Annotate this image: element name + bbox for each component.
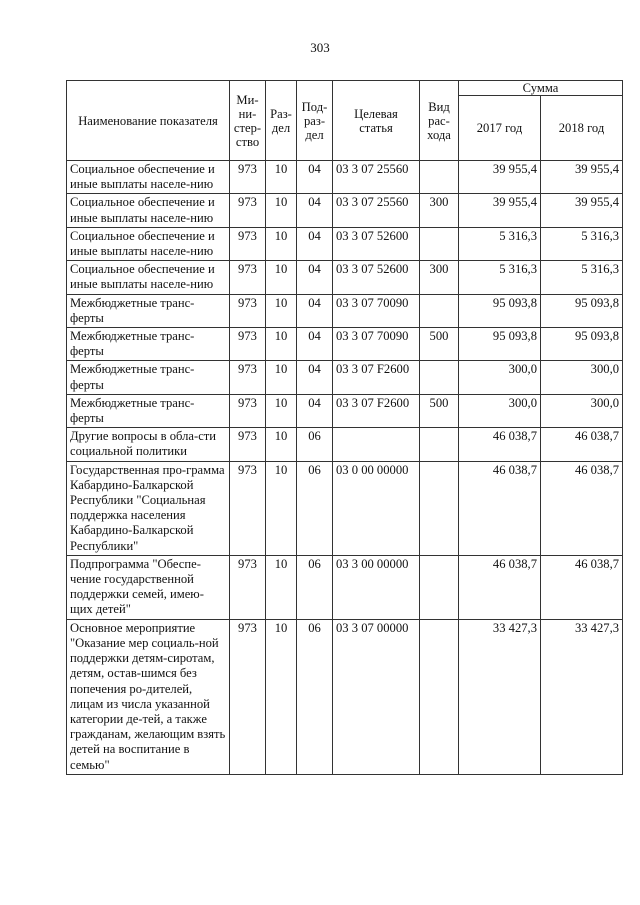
row-name: Подпрограмма "Обеспе-чение государственной поддержки семей, имею-щих детей" <box>67 555 230 619</box>
row-sum-2018: 39 955,4 <box>541 161 623 194</box>
row-name: Социальное обеспечение и иные выплаты населе-нию <box>67 194 230 227</box>
row-section: 10 <box>266 194 297 227</box>
row-name: Другие вопросы в обла-сти социальной политики <box>67 428 230 461</box>
row-sum-2018: 46 038,7 <box>541 428 623 461</box>
header-expense-type: Вид рас- хода <box>420 81 459 161</box>
row-section: 10 <box>266 261 297 294</box>
row-name: Социальное обеспечение и иные выплаты населе-нию <box>67 261 230 294</box>
header-section: Раз- дел <box>266 81 297 161</box>
header-year-2018: 2018 год <box>541 96 623 161</box>
row-name: Основное мероприятие "Оказание мер социаль-ной поддержки детям-сиротам, детям, остав-шимся без попечения ро-дителей, лицам из числа указанной категории де-тей, а также гражданам, желающим взять детей на воспитание в семью" <box>67 619 230 774</box>
row-target: 03 3 07 70090 <box>333 328 420 361</box>
row-sum-2018: 46 038,7 <box>541 555 623 619</box>
row-section: 10 <box>266 555 297 619</box>
header-target: Целевая статья <box>333 81 420 161</box>
page-number: 303 <box>310 40 330 55</box>
row-target: 03 3 07 52600 <box>333 261 420 294</box>
row-sum-2017: 300,0 <box>459 361 541 394</box>
row-target <box>333 428 420 461</box>
header-name: Наименование показателя <box>67 81 230 161</box>
table-row <box>67 555 623 619</box>
row-section: 10 <box>266 294 297 327</box>
row-sum-2018: 33 427,3 <box>541 619 623 774</box>
row-section: 10 <box>266 328 297 361</box>
row-name: Межбюджетные транс-ферты <box>67 294 230 327</box>
row-name: Межбюджетные транс-ферты <box>67 394 230 427</box>
row-sum-2018: 95 093,8 <box>541 328 623 361</box>
row-name: Межбюджетные транс-ферты <box>67 361 230 394</box>
row-name: Социальное обеспечение и иные выплаты населе-нию <box>67 227 230 260</box>
row-subsection: 04 <box>297 194 333 227</box>
row-target: 03 3 07 52600 <box>333 227 420 260</box>
table-row <box>67 261 623 294</box>
row-ministry: 973 <box>230 394 266 427</box>
row-sum-2017: 39 955,4 <box>459 161 541 194</box>
table-row <box>67 361 623 394</box>
row-sum-2017: 46 038,7 <box>459 428 541 461</box>
row-subsection: 04 <box>297 394 333 427</box>
row-subsection: 06 <box>297 428 333 461</box>
row-sum-2017: 39 955,4 <box>459 194 541 227</box>
table-row <box>67 461 623 555</box>
row-target: 03 3 07 00000 <box>333 619 420 774</box>
row-expense-type <box>420 227 459 260</box>
row-sum-2017: 5 316,3 <box>459 261 541 294</box>
row-ministry: 973 <box>230 428 266 461</box>
row-subsection: 04 <box>297 361 333 394</box>
table-row <box>67 161 623 194</box>
row-sum-2018: 300,0 <box>541 394 623 427</box>
row-subsection: 06 <box>297 619 333 774</box>
row-expense-type: 500 <box>420 394 459 427</box>
row-sum-2017: 46 038,7 <box>459 461 541 555</box>
row-expense-type <box>420 428 459 461</box>
table-row <box>67 394 623 427</box>
row-section: 10 <box>266 227 297 260</box>
row-subsection: 04 <box>297 294 333 327</box>
row-subsection: 06 <box>297 555 333 619</box>
table-row <box>67 194 623 227</box>
row-subsection: 04 <box>297 328 333 361</box>
row-expense-type <box>420 461 459 555</box>
row-target: 03 0 00 00000 <box>333 461 420 555</box>
row-sum-2017: 95 093,8 <box>459 294 541 327</box>
row-expense-type <box>420 361 459 394</box>
table-row <box>67 227 623 260</box>
row-ministry: 973 <box>230 294 266 327</box>
row-sum-2018: 95 093,8 <box>541 294 623 327</box>
row-target: 03 3 07 25560 <box>333 194 420 227</box>
row-sum-2017: 46 038,7 <box>459 555 541 619</box>
budget-table <box>66 80 623 775</box>
row-section: 10 <box>266 361 297 394</box>
row-sum-2018: 39 955,4 <box>541 194 623 227</box>
row-sum-2018: 300,0 <box>541 361 623 394</box>
row-expense-type: 300 <box>420 194 459 227</box>
row-ministry: 973 <box>230 261 266 294</box>
row-ministry: 973 <box>230 555 266 619</box>
row-sum-2018: 5 316,3 <box>541 227 623 260</box>
row-section: 10 <box>266 394 297 427</box>
row-expense-type <box>420 619 459 774</box>
row-sum-2017: 5 316,3 <box>459 227 541 260</box>
row-ministry: 973 <box>230 161 266 194</box>
row-expense-type <box>420 555 459 619</box>
table-row <box>67 294 623 327</box>
row-expense-type <box>420 161 459 194</box>
header-ministry: Ми- ни- стер- ство <box>230 81 266 161</box>
row-target: 03 3 07 F2600 <box>333 394 420 427</box>
row-target: 03 3 00 00000 <box>333 555 420 619</box>
row-sum-2017: 33 427,3 <box>459 619 541 774</box>
row-expense-type: 300 <box>420 261 459 294</box>
row-target: 03 3 07 70090 <box>333 294 420 327</box>
row-section: 10 <box>266 428 297 461</box>
table-row <box>67 428 623 461</box>
row-target: 03 3 07 25560 <box>333 161 420 194</box>
row-expense-type: 500 <box>420 328 459 361</box>
row-ministry: 973 <box>230 461 266 555</box>
row-sum-2018: 5 316,3 <box>541 261 623 294</box>
row-ministry: 973 <box>230 227 266 260</box>
row-subsection: 04 <box>297 161 333 194</box>
row-section: 10 <box>266 161 297 194</box>
row-sum-2017: 95 093,8 <box>459 328 541 361</box>
table-row <box>67 328 623 361</box>
row-sum-2017: 300,0 <box>459 394 541 427</box>
row-ministry: 973 <box>230 361 266 394</box>
header-subsection: Под- раз- дел <box>297 81 333 161</box>
row-ministry: 973 <box>230 328 266 361</box>
table-row <box>67 619 623 774</box>
row-subsection: 06 <box>297 461 333 555</box>
row-name: Социальное обеспечение и иные выплаты населе-нию <box>67 161 230 194</box>
row-sum-2018: 46 038,7 <box>541 461 623 555</box>
row-ministry: 973 <box>230 194 266 227</box>
row-section: 10 <box>266 461 297 555</box>
row-section: 10 <box>266 619 297 774</box>
row-expense-type <box>420 294 459 327</box>
row-target: 03 3 07 F2600 <box>333 361 420 394</box>
row-ministry: 973 <box>230 619 266 774</box>
row-name: Межбюджетные транс-ферты <box>67 328 230 361</box>
header-year-2017: 2017 год <box>459 96 541 161</box>
header-sum: Сумма <box>459 81 623 96</box>
row-subsection: 04 <box>297 227 333 260</box>
row-subsection: 04 <box>297 261 333 294</box>
row-name: Государственная про-грамма Кабардино-Балкарской Республики "Социальная поддержка населения Кабардино-Балкарской Республики" <box>67 461 230 555</box>
